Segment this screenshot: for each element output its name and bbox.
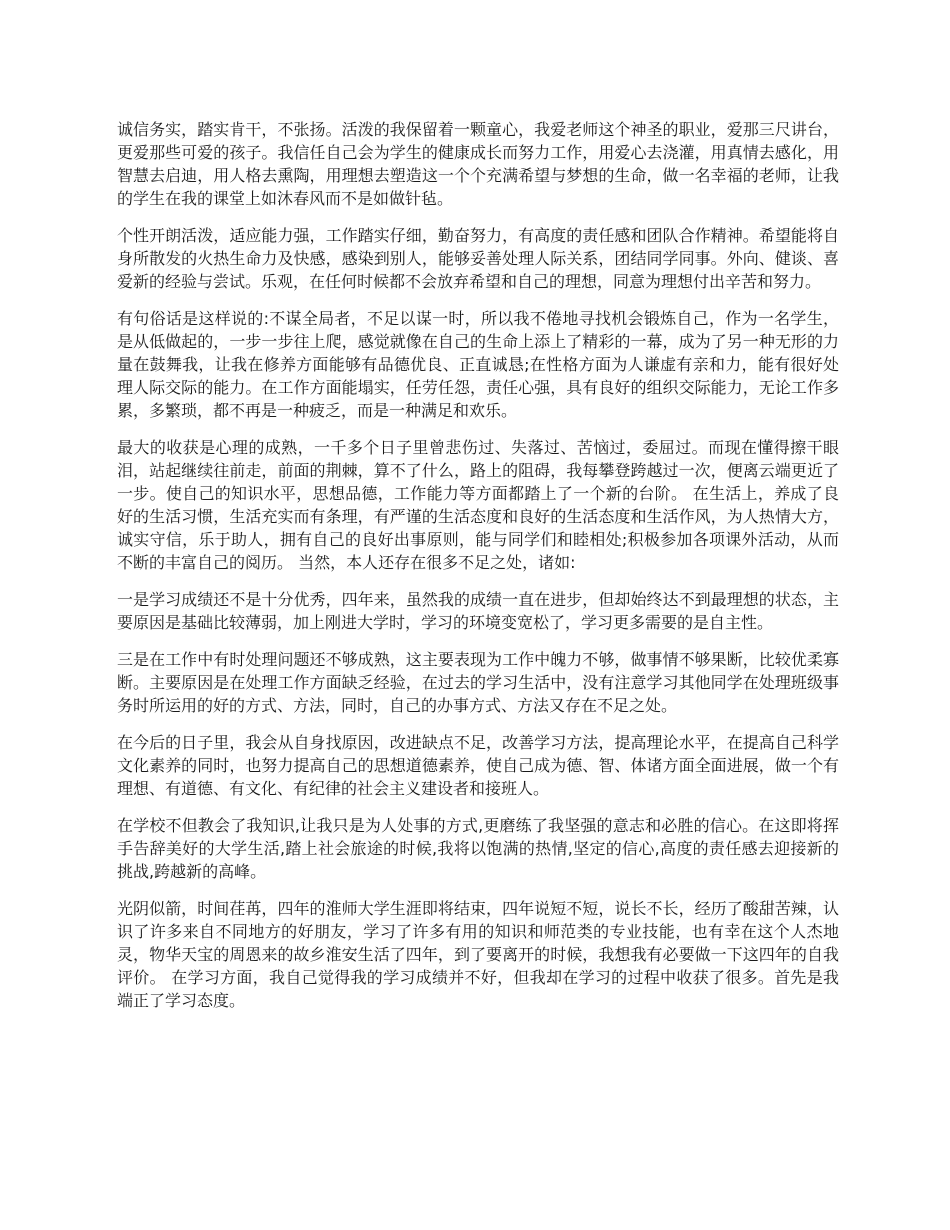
paragraph-9: 光阴似箭，时间荏苒，四年的淮师大学生涯即将结束，四年说短不短，说长不长，经历了酸甜苦辣，认识了许多来自不同地方的好朋友，学习了许多有用的知识和师范类的专业技能，也有幸在这个人杰地灵，物华天宝的周恩来的故乡淮安生活了四年，到了要离开的时候，我想我有必要做一下这四年的自我评价。 在学习方面，我自己觉得我的学习成绩并不好，但我却在学习的过程中收获了很多。首先是我端正了学习态度。 (117, 899, 839, 1010)
paragraph-4: 最大的收获是心理的成熟，一千多个日子里曾悲伤过、失落过、苦恼过，委屈过。而现在懂得擦干眼泪，站起继续往前走，前面的荆棘，算不了什么，路上的阻碍，我每攀登跨越过一次，便离云端更近了一步。使自己的知识水平，思想品德，工作能力等方面都踏上了一个新的台阶。 在生活上，养成了良好的生活习惯，生活充实而有条理，有严谨的生活态度和良好的生活态度和生活作风，为人热情大方，诚实守信，乐于助人，拥有自己的良好出事原则，能与同学们和睦相处;积极参加各项课外活动，从而不断的丰富自己的阅历。 当然，本人还存在很多不足之处，诸如: (117, 438, 839, 572)
document-page (117, 118, 839, 1026)
paragraph-2: 个性开朗活泼，适应能力强，工作踏实仔细，勤奋努力，有高度的责任感和团队合作精神。希望能将自身所散发的火热生命力及快感，感染到别人，能够妥善处理人际关系，团结同学同事。外向、健谈、喜爱新的经验与尝试。乐观，在任何时候都不会放弃希望和自己的理想，同意为理想付出辛苦和努力。 (117, 226, 839, 291)
paragraph-7: 在今后的日子里，我会从自身找原因，改进缺点不足，改善学习方法，提高理论水平，在提高自己科学文化素养的同时，也努力提高自己的思想道德素养，使自己成为德、智、体诸方面全面进展，做一个有理想、有道德、有文化、有纪律的社会主义建设者和接班人。 (117, 733, 839, 798)
paragraph-6: 三是在工作中有时处理问题还不够成熟，这主要表现为工作中魄力不够，做事情不够果断，比较优柔寡断。主要原因是在处理工作方面缺乏经验，在过去的学习生活中，没有注意学习其他同学在处理班级事务时所运用的好的方式、方法，同时，自己的办事方式、方法又存在不足之处。 (117, 650, 839, 715)
paragraph-3: 有句俗话是这样说的:不谋全局者，不足以谋一时，所以我不倦地寻找机会锻炼自己，作为一名学生，是从低做起的，一步一步往上爬，感觉就像在自己的生命上添上了精彩的一幕，成为了另一种无形的力量在鼓舞我，让我在修养方面能够有品德优良、正直诚恳;在性格方面为人谦虚有亲和力，能有很好处理人际交际的能力。在工作方面能塌实，任劳任怨，责任心强，具有良好的组织交际能力，无论工作多累，多繁琐，都不再是一种疲乏，而是一种满足和欢乐。 (117, 309, 839, 420)
paragraph-1: 诚信务实，踏实肯干，不张扬。活泼的我保留着一颗童心，我爱老师这个神圣的职业，爱那三尺讲台，更爱那些可爱的孩子。我信任自己会为学生的健康成长而努力工作，用爱心去浇灌，用真情去感化，用智慧去启迪，用人格去熏陶，用理想去塑造这一个个充满希望与梦想的生命，做一名幸福的老师，让我的学生在我的课堂上如沐春风而不是如做针毡。 (117, 120, 839, 208)
paragraph-5: 一是学习成绩还不是十分优秀，四年来，虽然我的成绩一直在进步，但却始终达不到最理想的状态，主要原因是基础比较薄弱，加上刚进大学时，学习的环境变宽松了，学习更多需要的是自主性。 (117, 590, 839, 632)
paragraph-8: 在学校不但教会了我知识,让我只是为人处事的方式,更磨练了我坚强的意志和必胜的信心。在这即将挥手告辞美好的大学生活,踏上社会旅途的时候,我将以饱满的热情,坚定的信心,高度的责任感去迎接新的挑战,跨越新的高峰。 (117, 816, 839, 881)
